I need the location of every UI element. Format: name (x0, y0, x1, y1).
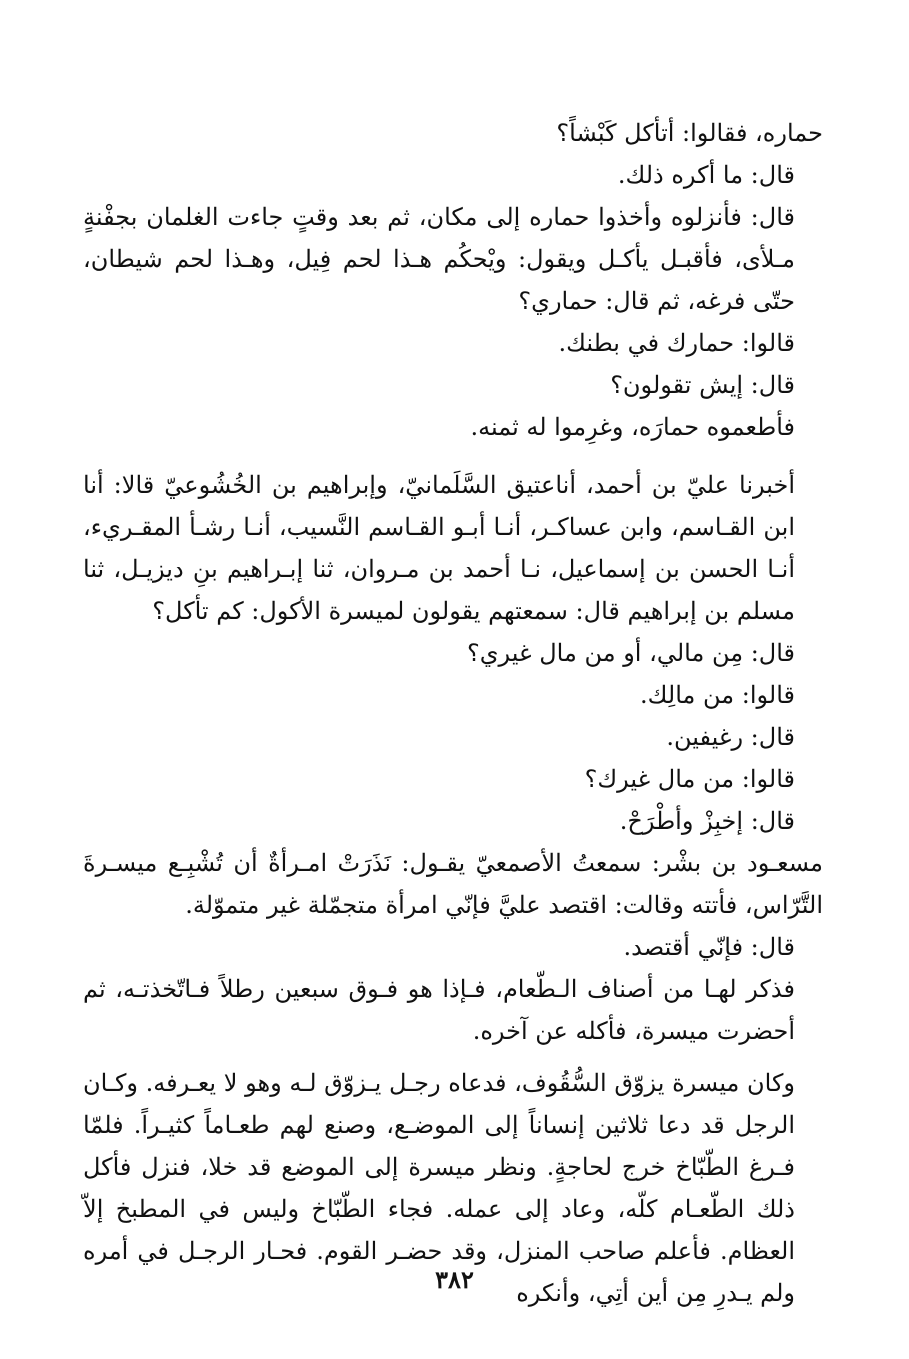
paragraph-narrative: قال: فأنزلوه وأخذوا حماره إلى مكان، ثم بعد وقتٍ جاءت الغلمان بجفْنةٍ مـلأى، فأقبـل يأكـل ويقول: ويْحكُم هـذا لحم فِيل، وهـذا لحم شيطان، حتّى فرغه، ثم قال: حماري؟ (83, 203, 795, 315)
paragraph-narrative: وكان ميسرة يزوّق السُّقُوف، فدعاه رجـل يـزوّق لـه وهو لا يعـرفه. وكـان الرجل قد دعا ثلاثين إنساناً إلى الموضـع، وصنع لهم طعـاماً كثيـراً. فلمّا فـرغ الطّبّاخ خرج لحاجةٍ. ونظر ميسرة إلى الموضع قد خلا، فنزل فأكل ذلك الطّعـام كلّه، وعاد إلى عمله. فجاء الطّبّاخ وليس في المطبخ إلاّ العظام. فأعلم صاحب المنزل، وقد حضـر القوم. فحـار الرجـل في أمره ولم يـدرِ مِن أين أتِي، وأنكره (83, 1069, 795, 1307)
paragraph-dialogue: قال: ما أكره ذلك. (617, 161, 795, 189)
paragraph-dialogue: قال: مِن مالي، أو من مال غيري؟ (467, 639, 795, 667)
page-number: ٣٨٢ (435, 1265, 474, 1294)
paragraph-narrative: مسعـود بن بشْر: سمعتُ الأصمعيّ يقـول: نَذَرَتْ امـرأةٌ أن تُشْبِـع ميسـرةَ التَّرّاس، فأتته وقالت: اقتصد عليَّ فإنّي امرأة متجمّلة غير متموّلة. (83, 849, 823, 919)
body-text (83, 112, 823, 1314)
paragraph-dialogue: فأطعموه حمارَه، وغرِموا له ثمنه. (470, 413, 795, 441)
paragraph-dialogue: قال: إخبِزْ وأطْرَحْ. (619, 807, 795, 835)
paragraph-dialogue: قالوا: من مالِك. (640, 681, 795, 709)
paragraph-dialogue: قالوا: حمارك في بطنك. (558, 329, 795, 357)
paragraph-dialogue: قالوا: من مال غيرك؟ (584, 765, 795, 793)
paragraph-dialogue: قال: إيش تقولون؟ (610, 371, 795, 399)
paragraph-dialogue: قال: رغيفين. (666, 723, 795, 751)
paragraph-hamar-continuation: حماره، فقالوا: أتأكل كَبْشاً؟ (556, 119, 823, 147)
paragraph-narrative: فذكر لهـا من أصناف الـطّعام، فـإذا هو فـوق سبعين رطلاً فـاتّخذتـه، ثم أحضرت ميسرة، فأكله عن آخره. (83, 975, 795, 1045)
paragraph-dialogue: قال: فإنّي أقتصد. (623, 933, 795, 961)
paragraph-isnad: أخبرنا عليّ بن أحمد، أناعتيق السَّلَمانيّ، وإبراهيم بن الخُشُوعيّ قالا: أنا ابن القـاسم، وابن عساكـر، أنـا أبـو القـاسم النَّسيب، أنـا رشـأ المقـريء، أنـا الحسن بن إسماعيل، نـا أحمد بن مـروان، ثنا إبـراهيم بنِ ديزيـل، ثنا مسلم بن إبراهيم قال: سمعتهم يقولون لميسرة الأكول: كم تأكل؟ (83, 471, 795, 625)
